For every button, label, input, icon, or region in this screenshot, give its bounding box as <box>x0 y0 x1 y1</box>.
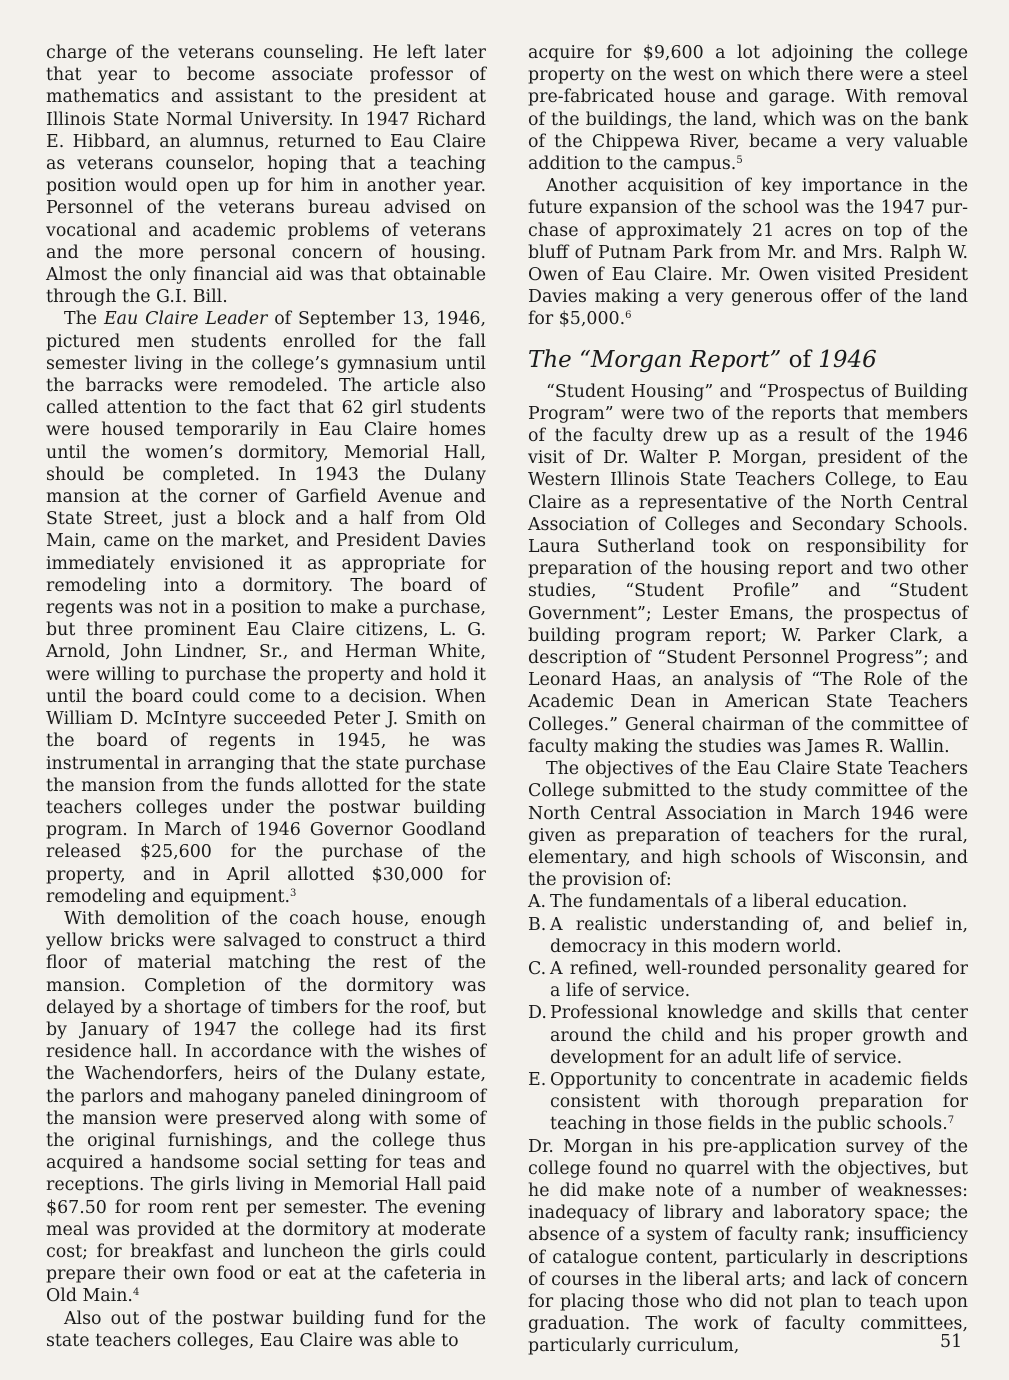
newspaper-title: Eau Claire Leader <box>103 309 268 330</box>
footnote-ref: 3 <box>290 887 297 899</box>
list-item: A. The fundamentals of a liberal education. <box>528 892 908 913</box>
footnote-ref: 7 <box>947 1115 955 1127</box>
footnote-ref: 4 <box>132 1287 140 1299</box>
objectives-list <box>528 891 968 1135</box>
left-column <box>46 42 486 1352</box>
paragraph: Dr. Morgan in his pre-application survey of the college found no quarrel with the objectives, but he did make note of a number of weaknesses: inadequacy of library and laboratory space; the absence of a system of faculty rank; insufficiency of catalogue content, particularly in descriptions of courses in the liberal arts; and lack of concern for placing those who did not plan to teach upon graduation. The work of faculty committees, particularly curriculum, <box>528 1136 968 1357</box>
paragraph: acquire for $9,600 a lot adjoining the college property on the west on which there were a steel pre-fabricated house and garage. With removal of the buildings, the land, which was on the bank of the Chippewa River, became a very valuable addition to the campus.$^5$ <box>528 43 968 175</box>
paragraph: Also out of the postwar building fund for the state teachers colleges, Eau Claire was able to <box>46 1308 486 1351</box>
paragraph: charge of the veterans counseling. He left later that year to become associate professor of mathematics and assistant to the president at Illinois State Normal University. In 1947 Richard E. Hibbard, an alumnus, returned to Eau Claire as veterans counselor, hoping that a teaching position would open up for him in another year. Personnel of the veterans bureau advised on vocational and academic problems of veterans and the more personal concern of housing. Almost the only financial aid was that obtainable through the G.I. Bill. <box>46 43 486 308</box>
paragraph: The Eau Claire Leader of September 13, 1946, pictured men students enrolled for the fall semester living in the college’s gymnasium until the barracks were remodeled. The article also called attention to the fact that 62 girl students were housed temporarily in Eau Claire homes until the women’s dormitory, Memorial Hall, should be completed. In 1943 the Dulany mansion at the corner of Garfield Avenue and State Street, just a block and a half from Old Main, came on the market, and President Davies immediately envisioned it as appropriate for remodeling into a dormitory. The board of regents was not in a position to make a purchase, but three prominent Eau Claire citizens, L. G. Arnold, John Lindner, Sr., and Herman White, were willing to purchase the property and hold it until the board could come to a decision. When William D. McIntyre succeeded Peter J. Smith on the board of regents in 1945, he was instrumental in arranging that the state purchase the mansion from the funds allotted for the state teachers colleges under the postwar building program. In March of 1946 Governor Goodland released $25,600 for the purchase of the property, and in April allotted $30,000 for remodeling and equipment.$^3$ <box>46 309 487 907</box>
paragraph: “Student Housing” and “Prospectus of Building Program” were two of the reports that members of the faculty drew up as a result of the 1946 visit of Dr. Walter P. Morgan, president of the Western Illinois State Teachers College, to Eau Claire as a representative of the North Central Association of Colleges and Secondary Schools. Laura Sutherland took on responsibility for preparation of the housing report and two other studies, “Student Profile” and “Student Government”; Lester Emans, the prospectus of building program report; W. Parker Clark, a description of “Student Personnel Progress”; and Leonard Haas, an analysis of “The Role of the Academic Dean in American State Teachers Colleges.” General chairman of the committee of faculty making the studies was James R. Wallin. <box>528 381 968 757</box>
paragraph: Another acquisition of key importance in the future expansion of the school was the 1947 purchase of approximately 21 acres on top of the bluff of Putnam Park from Mr. and Mrs. Ralph W. Owen of Eau Claire. Mr. Owen visited President Davies making a very generous offer of the land for $5,000.$^6$ <box>528 176 968 330</box>
footnote-ref: 6 <box>625 310 632 322</box>
paragraph: The objectives of the Eau Claire State Teachers College submitted to the study committee of the North Central Association in March 1946 were given as preparation of teachers for the rural, elementary, and high schools of Wisconsin, and the provision of: <box>528 759 968 891</box>
right-column <box>528 42 968 1358</box>
footnote-ref: 5 <box>736 155 743 167</box>
list-item: B. A realistic understanding of, and belief in, democracy in this modern world. <box>528 914 968 957</box>
list-item: D. Professional knowledge and skills that center around the child and his proper growth and development for an adult life of service. <box>528 1003 968 1068</box>
list-item: C. A refined, well-rounded personality geared for a life of service. <box>528 958 968 1002</box>
paragraph: With demolition of the coach house, enough yellow bricks were salvaged to construct a third floor of material matching the rest of the mansion. Completion of the dormitory was delayed by a shortage of timbers for the roof, but by January of 1947 the college had its first residence hall. In accordance with the wishes of the Wachendorfers, heirs of the Dulany estate, the parlors and mahogany paneled diningroom of the mansion were preserved along with some of the original furnishings, and the college thus acquired a handsome social setting for teas and receptions. The girls living in Memorial Hall paid $67.50 for room rent per semester. The evening meal was provided at the dormitory at moderate cost; for breakfast and luncheon the girls could prepare their own food or eat at the cafeteria in Old Main.$^4$ <box>46 908 486 1307</box>
page-number: 51 <box>940 1332 963 1352</box>
list-item: E. Opportunity to concentrate in academic fields consistent with thorough preparation for teaching in those fields in the public schools.$^7$ <box>528 1069 968 1135</box>
section-heading: The “Morgan Report” of 1946 <box>528 346 877 373</box>
